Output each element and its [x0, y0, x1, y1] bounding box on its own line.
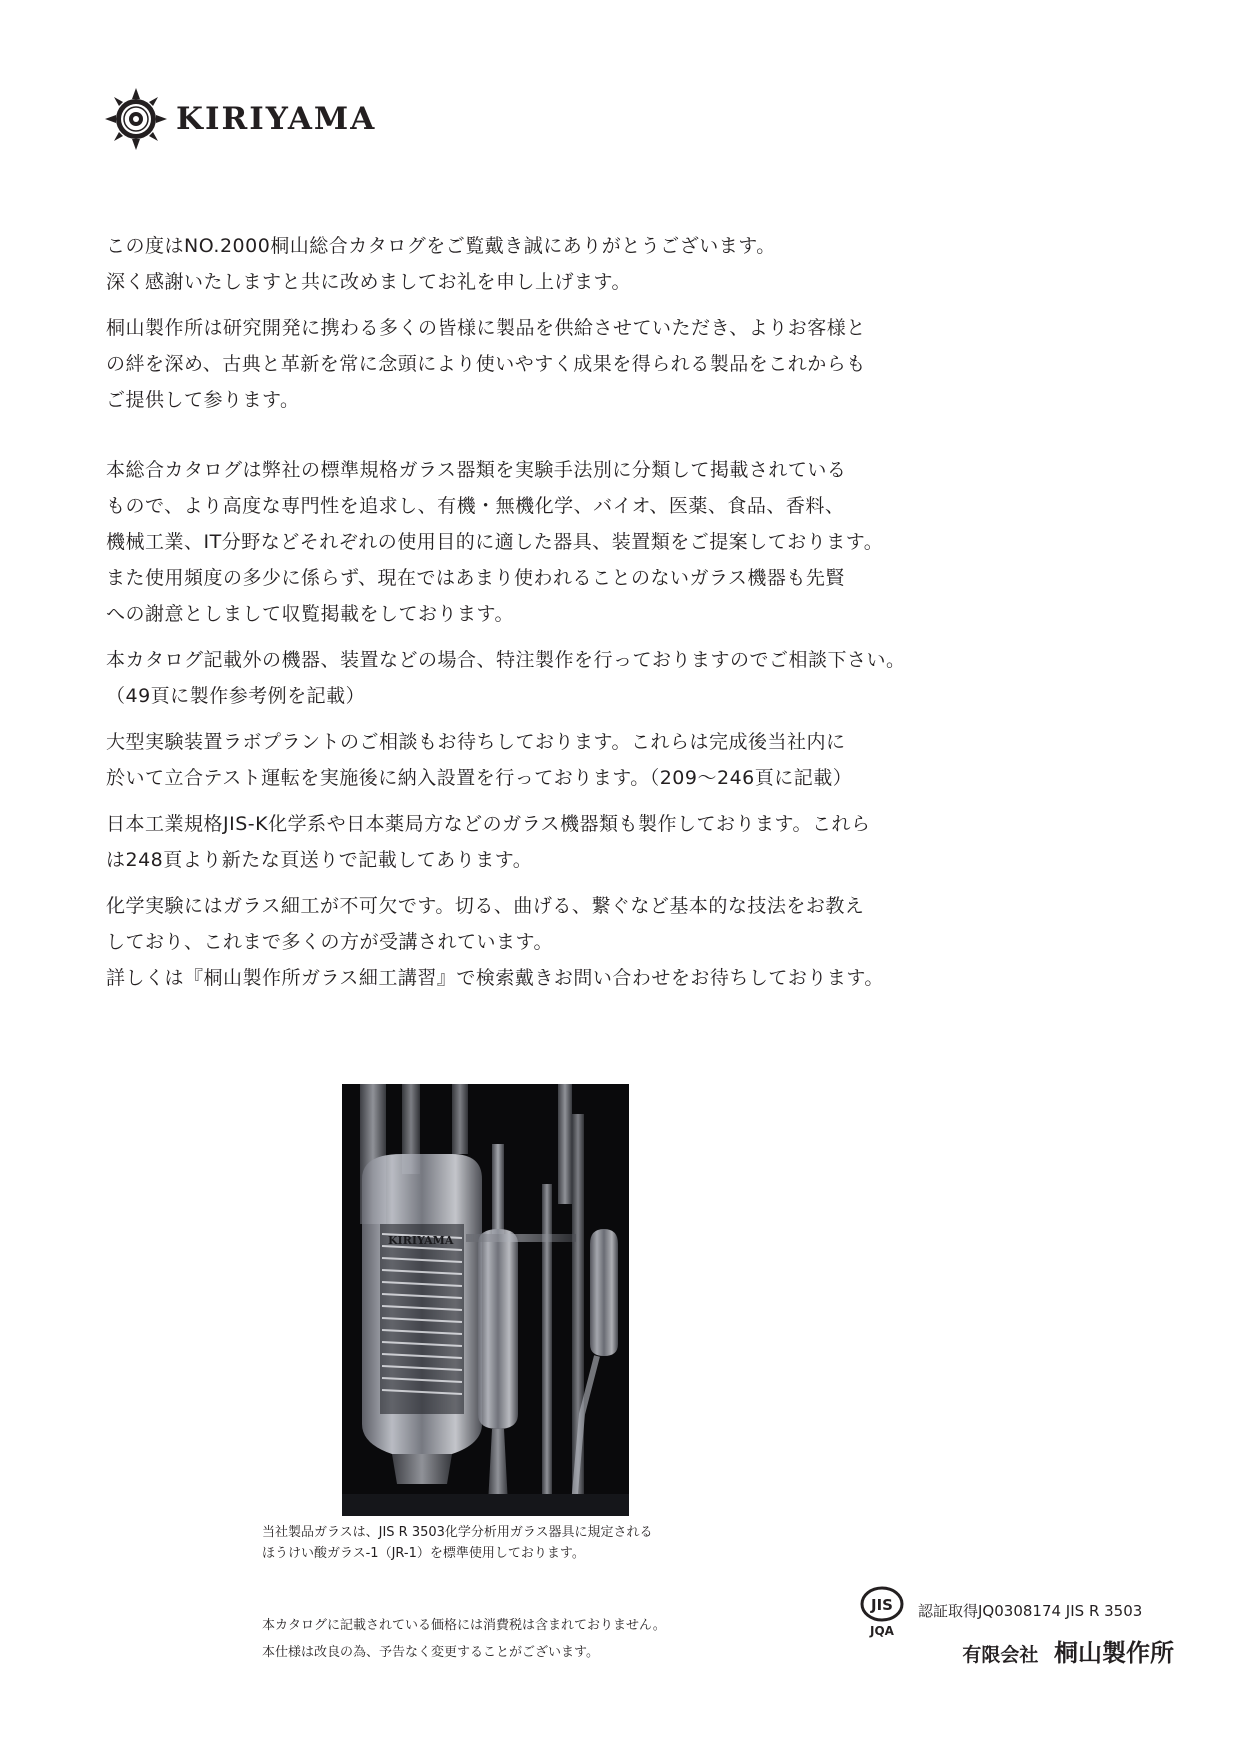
text-line: への謝意としまして収覧掲載をしております。 — [106, 603, 514, 625]
text-line: （49頁に製作参考例を記載） — [106, 685, 366, 707]
paragraph-custom-order — [106, 642, 1006, 714]
text-line: 日本工業規格JIS-K化学系や日本薬局方などのガラス機器類も製作しております。これら — [106, 813, 871, 835]
caption-line-1: 当社製品ガラスは、JIS R 3503化学分析用ガラス器具に規定される — [262, 1525, 653, 1540]
text-line: 機械工業、IT分野などそれぞれの使用目的に適した器具、装置類をご提案しております。 — [106, 531, 884, 553]
glass-apparatus-photo — [342, 1084, 629, 1516]
text-line: 詳しくは『桐山製作所ガラス細工講習』で検索戴きお問い合わせをお待ちしております。 — [106, 967, 884, 989]
text-line: 於いて立合テスト運転を実施後に納入設置を行っております。（209〜246頁に記載） — [106, 767, 853, 789]
paragraph-jis — [106, 806, 1006, 878]
price-notice — [262, 1612, 666, 1666]
glassware-image — [342, 1084, 629, 1516]
company-name-block — [962, 1633, 1174, 1668]
paragraph-greeting — [106, 228, 1006, 300]
certification-block — [860, 1586, 1190, 1666]
intro-text — [106, 228, 1006, 996]
photo-caption — [262, 1522, 653, 1564]
jis-mark-label: JIS — [871, 1596, 893, 1614]
kiriyama-emblem-icon — [104, 87, 168, 151]
paragraph-glasswork — [106, 888, 1006, 996]
text-line: 桐山製作所は研究開発に携わる多くの皆様に製品を供給させていただき、よりお客様と — [106, 317, 866, 339]
text-line: また使用頻度の多少に係らず、現在ではあまり使われることのないガラス機器も先賢 — [106, 567, 845, 589]
notice-line-2: 本仕様は改良の為、予告なく変更することがございます。 — [262, 1645, 599, 1660]
company-name: 桐山製作所 — [1054, 1639, 1174, 1667]
text-line: 大型実験装置ラボプラントのご相談もお待ちしております。これらは完成後当社内に — [106, 731, 846, 753]
text-line: は248頁より新たな頁送りで記載してあります。 — [106, 849, 533, 871]
text-line: ご提供して参ります。 — [106, 389, 300, 411]
brand-logo — [104, 87, 376, 151]
notice-line-1: 本カタログに記載されている価格には消費税は含まれておりません。 — [262, 1618, 666, 1633]
glass-label-text: KIRIYAMA — [388, 1234, 454, 1247]
brand-wordmark: KIRIYAMA — [176, 101, 377, 137]
text-line: もので、より高度な専門性を追求し、有機・無機化学、バイオ、医薬、食品、香料、 — [106, 495, 845, 517]
certification-number: 認証取得JQ0308174 JIS R 3503 — [918, 1602, 1143, 1620]
text-line: 化学実験にはガラス細工が不可欠です。切る、曲げる、繋ぐなど基本的な技法をお教え — [106, 895, 865, 917]
text-line: 本総合カタログは弊社の標準規格ガラス器類を実験手法別に分類して掲載されている — [106, 459, 847, 481]
text-line: この度はNO.2000桐山総合カタログをご覧戴き誠にありがとうございます。 — [106, 235, 776, 257]
jqa-mark-label: JQA — [870, 1624, 894, 1638]
jis-mark-icon — [860, 1586, 904, 1638]
text-line: の絆を深め、古典と革新を常に念頭により使いやすく成果を得られる製品をこれからも — [106, 353, 866, 375]
paragraph-catalog — [106, 452, 1006, 632]
text-line: しており、これまで多くの方が受講されています。 — [106, 931, 553, 953]
paragraph-company — [106, 310, 1006, 418]
caption-line-2: ほうけい酸ガラス-1（JR-1）を標準使用しております。 — [262, 1546, 585, 1561]
paragraph-lab-plant — [106, 724, 1006, 796]
text-line: 深く感謝いたしますと共に改めましてお礼を申し上げます。 — [106, 271, 631, 293]
text-line: 本カタログ記載外の機器、装置などの場合、特注製作を行っておりますのでご相談下さい。 — [106, 649, 906, 671]
company-type: 有限会社 — [962, 1644, 1039, 1666]
